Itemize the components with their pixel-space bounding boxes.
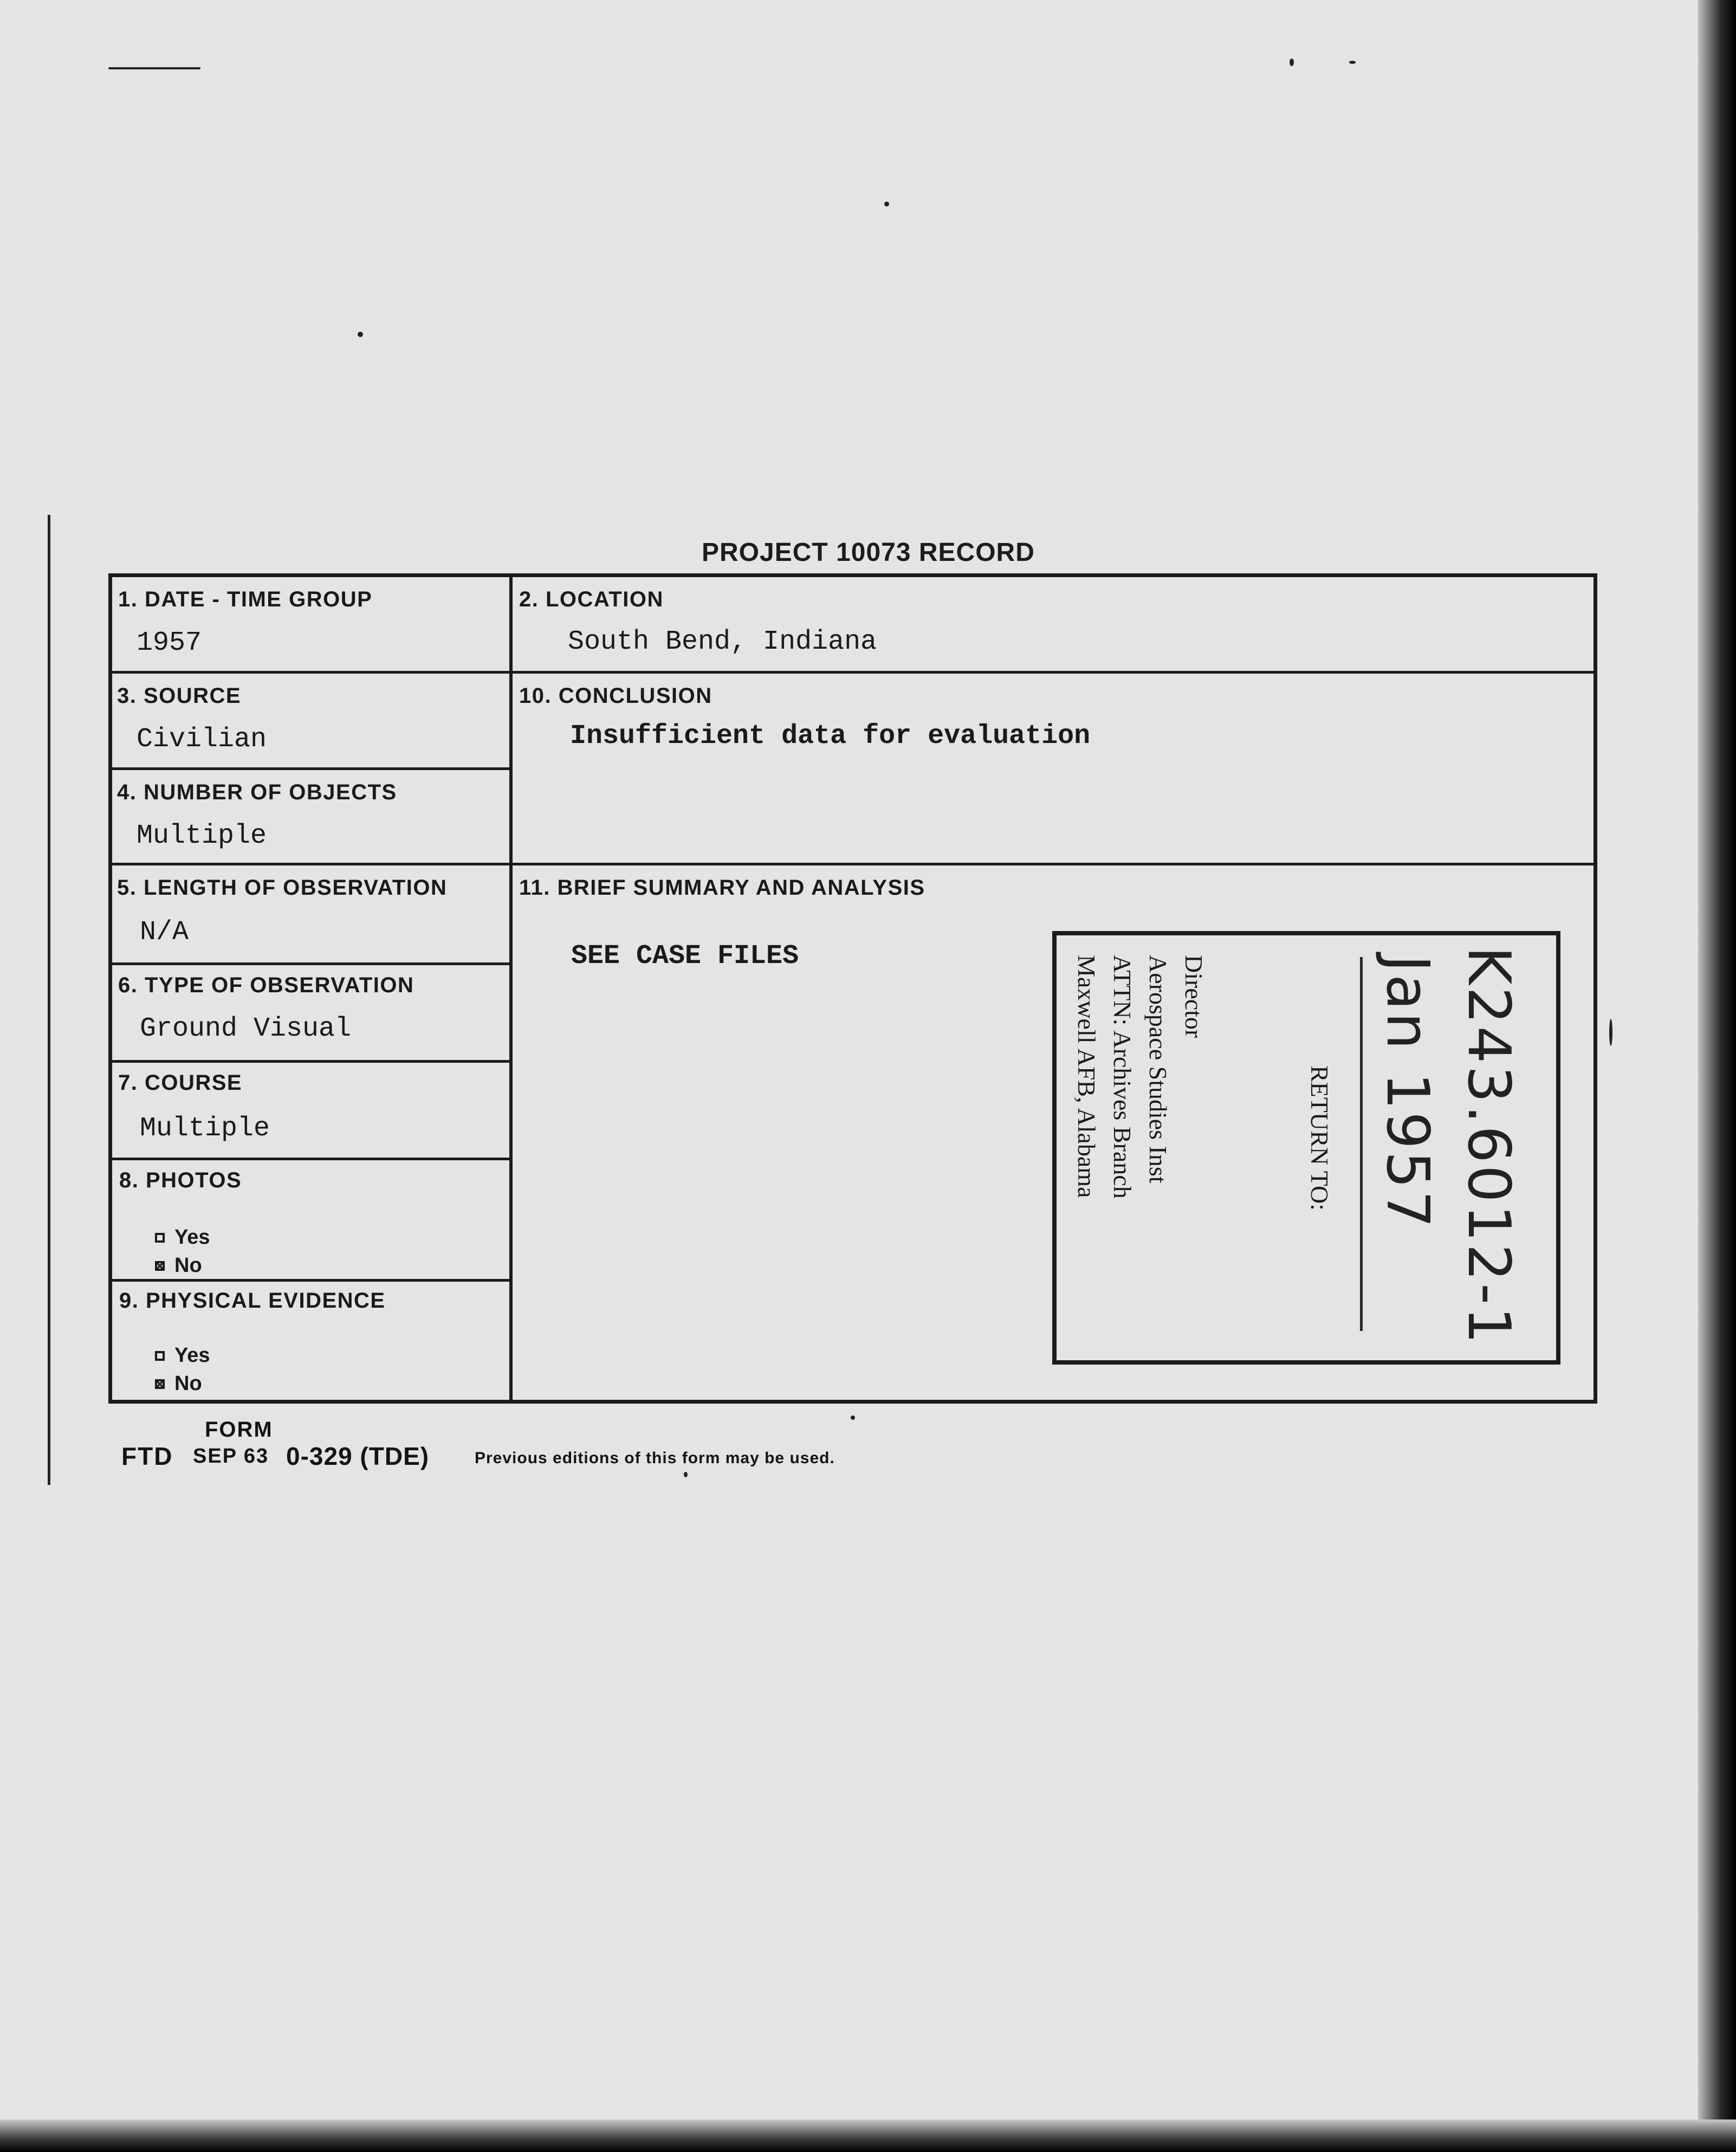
field-label-number-of-objects: 4. NUMBER OF OBJECTS bbox=[117, 780, 397, 804]
field-value-brief-summary: SEE CASE FILES bbox=[571, 941, 799, 972]
row-divider bbox=[111, 767, 511, 770]
handwritten-date: Jan 1957 bbox=[1374, 955, 1441, 1230]
photos-option-yes[interactable] bbox=[155, 1226, 210, 1249]
footer-form-word: FORM bbox=[205, 1418, 273, 1442]
physical-evidence-no-checkbox[interactable] bbox=[155, 1379, 165, 1389]
scan-edge-bottom bbox=[0, 2119, 1736, 2152]
row-divider bbox=[111, 1279, 511, 1282]
stamp-address-line: Aerospace Studies Inst bbox=[1144, 955, 1172, 1184]
field-label-course: 7. COURSE bbox=[118, 1071, 243, 1095]
field-value-type-of-observation: Ground Visual bbox=[140, 1013, 352, 1044]
stamp-address-line: Maxwell AFB, Alabama bbox=[1073, 955, 1100, 1198]
row-divider bbox=[111, 863, 1595, 865]
scan-speck bbox=[1290, 59, 1294, 66]
field-label-length-of-observation: 5. LENGTH OF OBSERVATION bbox=[117, 876, 448, 900]
footer-form-number: 0-329 (TDE) bbox=[286, 1442, 430, 1470]
field-label-conclusion: 10. CONCLUSION bbox=[519, 684, 712, 708]
photos-yes-label: Yes bbox=[174, 1226, 210, 1249]
field-label-photos: 8. PHOTOS bbox=[119, 1168, 242, 1192]
field-value-source: Civilian bbox=[137, 724, 267, 755]
physical-evidence-no-label: No bbox=[174, 1372, 202, 1395]
photos-option-no[interactable] bbox=[155, 1254, 202, 1277]
row-divider bbox=[111, 962, 511, 965]
field-label-date-time-group: 1. DATE - TIME GROUP bbox=[118, 587, 373, 611]
field-value-conclusion: Insufficient data for evaluation bbox=[570, 721, 1091, 752]
field-value-number-of-objects: Multiple bbox=[137, 820, 267, 851]
physical-evidence-yes-label: Yes bbox=[174, 1344, 210, 1367]
scan-speck bbox=[358, 332, 363, 337]
physical-evidence-option-no[interactable] bbox=[155, 1372, 202, 1395]
form-title: PROJECT 10073 RECORD bbox=[702, 538, 1035, 567]
footer-note: Previous editions of this form may be used. bbox=[475, 1449, 835, 1467]
stamp-address-line: Director bbox=[1180, 955, 1208, 1038]
field-value-date-time-group: 1957 bbox=[137, 628, 202, 658]
field-value-location: South Bend, Indiana bbox=[568, 626, 877, 657]
scan-speck bbox=[108, 67, 200, 69]
photos-no-checkbox[interactable] bbox=[155, 1261, 165, 1271]
field-value-length-of-observation: N/A bbox=[140, 917, 189, 948]
physical-evidence-yes-checkbox[interactable] bbox=[155, 1351, 165, 1361]
scan-speck bbox=[1349, 61, 1356, 64]
return-to-stamp bbox=[1052, 931, 1560, 1365]
stamp-address-line: ATTN: Archives Branch bbox=[1109, 955, 1136, 1199]
stamp-divider bbox=[1360, 957, 1363, 1331]
field-label-brief-summary: 11. BRIEF SUMMARY AND ANALYSIS bbox=[519, 876, 925, 900]
physical-evidence-option-yes[interactable] bbox=[155, 1344, 210, 1367]
footer-date: SEP 63 bbox=[193, 1445, 269, 1468]
scan-speck bbox=[884, 202, 889, 206]
field-label-physical-evidence: 9. PHYSICAL EVIDENCE bbox=[119, 1289, 386, 1313]
scan-margin-line bbox=[48, 515, 50, 1485]
handwritten-reference-number: K243.6012-1 bbox=[1455, 946, 1523, 1346]
photos-yes-checkbox[interactable] bbox=[155, 1233, 165, 1243]
photos-no-label: No bbox=[174, 1254, 202, 1277]
stamp-heading: RETURN TO: bbox=[1306, 1065, 1333, 1211]
column-divider bbox=[509, 576, 513, 1401]
scan-speck bbox=[1609, 1019, 1612, 1046]
footer-ftd: FTD bbox=[121, 1442, 173, 1470]
scan-speck bbox=[851, 1416, 855, 1420]
row-divider bbox=[111, 671, 1595, 674]
field-label-type-of-observation: 6. TYPE OF OBSERVATION bbox=[118, 973, 414, 997]
scan-edge-right bbox=[1698, 0, 1736, 2152]
field-value-course: Multiple bbox=[140, 1113, 270, 1144]
row-divider bbox=[111, 1158, 511, 1160]
field-label-source: 3. SOURCE bbox=[117, 684, 242, 708]
scan-speck bbox=[684, 1472, 688, 1477]
field-label-location: 2. LOCATION bbox=[519, 587, 664, 611]
row-divider bbox=[111, 1060, 511, 1063]
